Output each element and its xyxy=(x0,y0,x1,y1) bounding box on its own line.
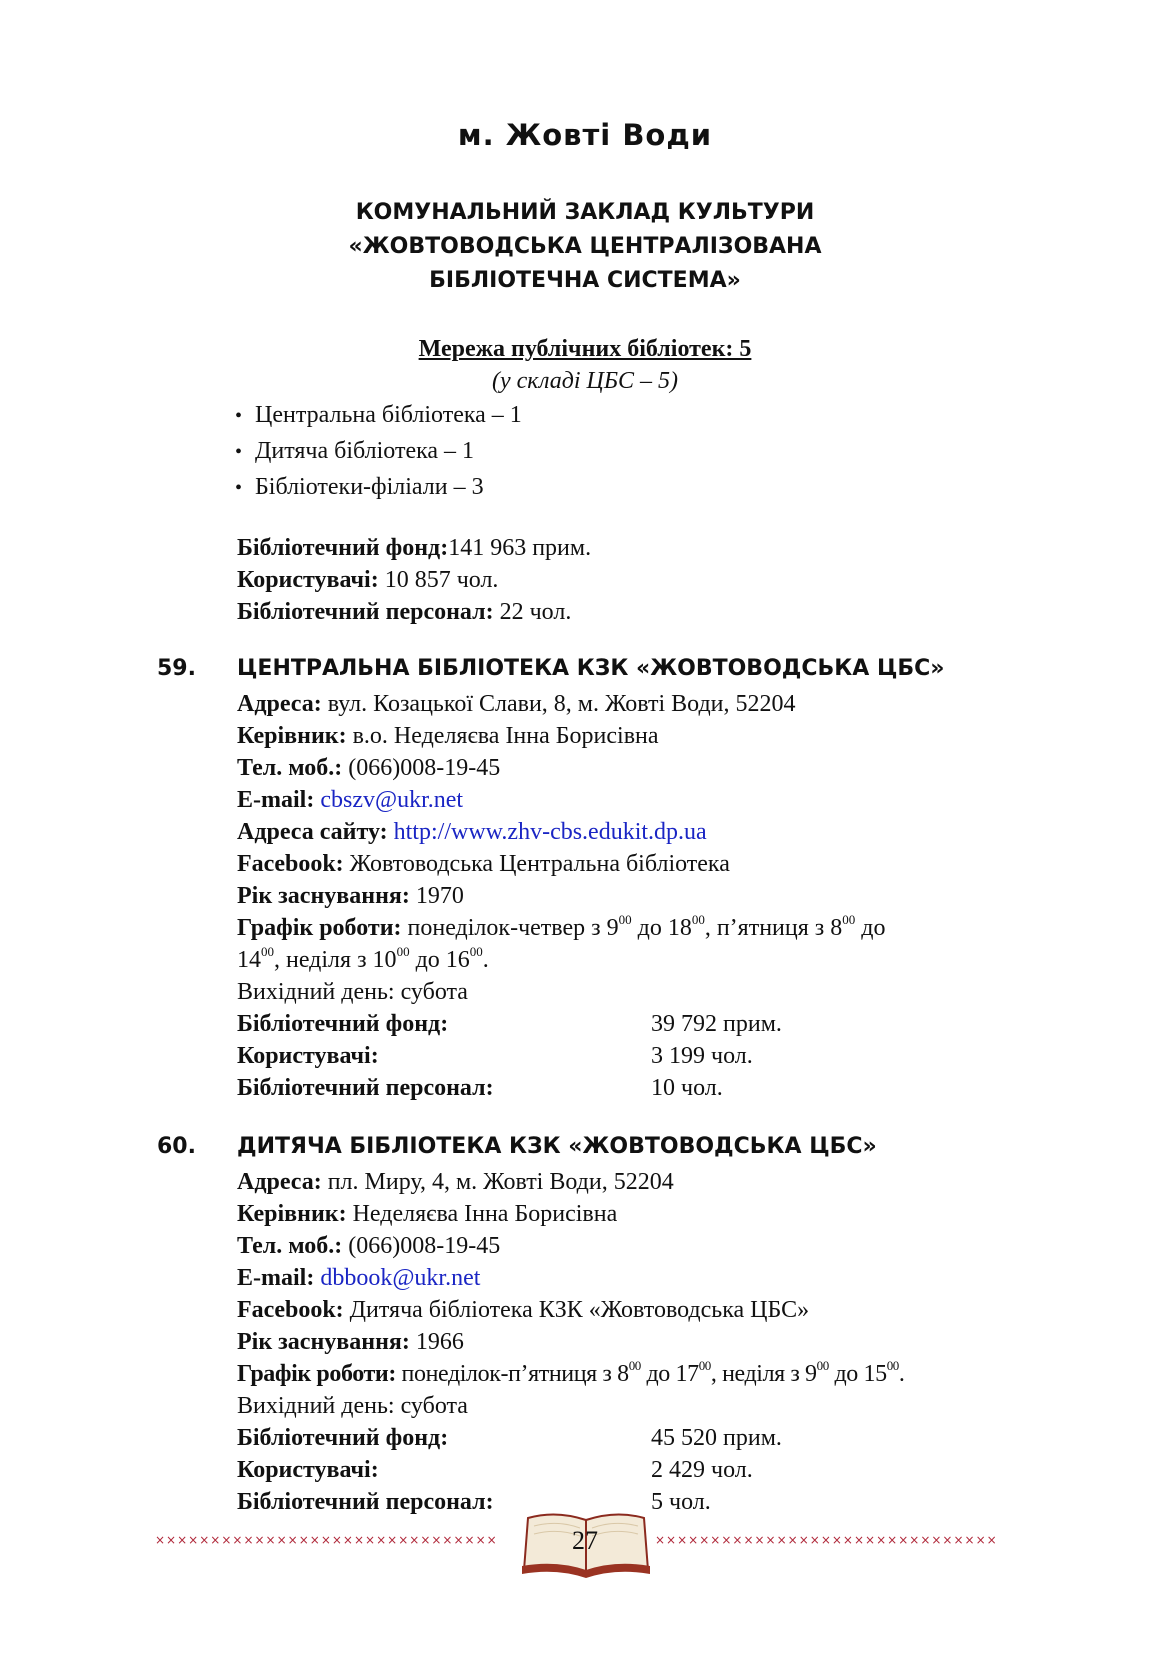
users-label: Користувачі: xyxy=(237,1043,379,1069)
email-link[interactable]: cbszv@ukr.net xyxy=(320,787,464,813)
entry-details xyxy=(237,1166,1037,1518)
address-value: вул. Козацької Слави, 8, м. Жовті Води, 52204 xyxy=(321,691,796,717)
entry-details: Адреса: вул. Козацької Слави, 8, м. Жовті Води, 52204 Керівник: в.о. Неделяєва Інна Борисівна Тел. моб.: (066)008-19-45 E-mail: cbszv@ukr.net Адреса сайту: http://www.zhv-cbs.edukit.dp.ua Facebook: Жовтоводська Центральна бібліотека Рік заснування: 1970 Графік роботи: понеділок-четвер з $9^{00}$ до $18^{00}$, п’ятниця з $8^{00}$ до $14^{00}$, неділя з $10^{00}$ до $16^{00}$. Вихідний день: субота Бібліотечний фонд: 39 792 прим. Користувачі: 3 199 чол. Бібліотечний персонал: 10 чол. xyxy=(237,688,1037,1104)
year-value: 1966 xyxy=(409,1329,464,1355)
year-label: Рік заснування: xyxy=(237,883,410,909)
users-value: 2 429 чол. xyxy=(651,1457,753,1483)
fund-label: Бібліотечний фонд: xyxy=(237,1425,449,1451)
schedule: Графік роботи: понеділок-четвер з $9^{00}$ до $18^{00}$, п’ятниця з $8^{00}$ до xyxy=(237,912,886,941)
email-link[interactable]: dbbook@ukr.net xyxy=(320,1265,481,1291)
address-value: пл. Миру, 4, м. Жовті Води, 52204 xyxy=(321,1169,674,1195)
network-title: Мережа публічних бібліотек: 5 xyxy=(418,336,752,362)
footer-ornament-left: ××××××××××××××××××××××××××××××× xyxy=(155,1533,498,1547)
entry-number: 59. xyxy=(157,656,196,681)
footer-ornament-right: ××××××××××××××××××××××××××××××× xyxy=(655,1533,998,1547)
entry-title: ДИТЯЧА БІБЛІОТЕКА КЗК «ЖОВТОВОДСЬКА ЦБС» xyxy=(237,1134,877,1159)
facebook-label: Facebook: xyxy=(237,1297,344,1323)
facebook-value: Дитяча бібліотека КЗК «Жовтоводська ЦБС» xyxy=(343,1297,810,1323)
phone-label: Тел. моб.: xyxy=(237,1233,343,1259)
head-value: в.о. Неделяєва Інна Борисівна xyxy=(346,723,659,749)
year-label: Рік заснування: xyxy=(237,1329,410,1355)
staff-value: 22 чол. xyxy=(493,599,572,625)
address-label: Адреса: xyxy=(237,691,322,717)
list-item: • Бібліотеки-філіали – 3 xyxy=(235,470,522,506)
users-label: Користувачі: xyxy=(237,567,379,593)
fund-label: Бібліотечний фонд: xyxy=(237,535,449,561)
staff-label: Бібліотечний персонал: xyxy=(237,1075,494,1101)
facebook-label: Facebook: xyxy=(237,851,344,877)
year-value: 1970 xyxy=(409,883,464,909)
fund-value: 39 792 прим. xyxy=(651,1011,782,1037)
email-label: E-mail: xyxy=(237,1265,315,1291)
network-subtitle: (у складі ЦБС – 5) xyxy=(491,368,679,394)
list-item: • Дитяча бібліотека – 1 xyxy=(235,434,522,470)
head-value: Неделяєва Інна Борисівна xyxy=(346,1201,618,1227)
address-label: Адреса: xyxy=(237,1169,322,1195)
users-value: 10 857 чол. xyxy=(378,567,499,593)
email-label: E-mail: xyxy=(237,787,315,813)
head-label: Керівник: xyxy=(237,1201,347,1227)
site-link[interactable]: http://www.zhv-cbs.edukit.dp.ua xyxy=(393,819,707,845)
org-line-1: КОМУНАЛЬНИЙ ЗАКЛАД КУЛЬТУРИ xyxy=(355,200,815,225)
site-label: Адреса сайту: xyxy=(237,819,388,845)
phone-value: (066)008-19-45 xyxy=(342,755,501,781)
network-list xyxy=(235,398,522,506)
schedule-label: Графік роботи: xyxy=(237,915,402,941)
system-totals xyxy=(237,532,591,628)
entry-title: ЦЕНТРАЛЬНА БІБЛІОТЕКА КЗК «ЖОВТОВОДСЬКА ЦБС» xyxy=(237,656,945,681)
staff-value: 10 чол. xyxy=(651,1075,723,1101)
org-line-3: БІБЛІОТЕЧНА СИСТЕМА» xyxy=(429,268,741,293)
list-item: • Центральна бібліотека – 1 xyxy=(235,398,522,434)
city-heading: м. Жовті Води xyxy=(457,118,713,152)
head-label: Керівник: xyxy=(237,723,347,749)
entry-number: 60. xyxy=(157,1134,196,1159)
fund-label: Бібліотечний фонд: xyxy=(237,1011,449,1037)
phone-value: (066)008-19-45 xyxy=(342,1233,501,1259)
users-label: Користувачі: xyxy=(237,1457,379,1483)
day-off: Вихідний день: субота xyxy=(237,979,468,1005)
users-value: 3 199 чол. xyxy=(651,1043,753,1069)
staff-label: Бібліотечний персонал: xyxy=(237,1489,494,1515)
org-line-2: «ЖОВТОВОДСЬКА ЦЕНТРАЛІЗОВАНА xyxy=(348,234,822,259)
fund-value: 45 520 прим. xyxy=(651,1425,782,1451)
schedule-label: Графік роботи: xyxy=(237,1361,396,1387)
fund-value: 141 963 прим. xyxy=(448,535,592,561)
facebook-value: Жовтоводська Центральна бібліотека xyxy=(343,851,730,877)
day-off: Вихідний день: субота xyxy=(237,1393,468,1419)
staff-label: Бібліотечний персонал: xyxy=(237,599,494,625)
organization-title xyxy=(0,196,1170,298)
staff-value: 5 чол. xyxy=(651,1489,711,1515)
phone-label: Тел. моб.: xyxy=(237,755,343,781)
schedule: Графік роботи: понеділок-п’ятниця з $8^{00}$ до $17^{00}$, неділя з $9^{00}$ до $15^{00}$. xyxy=(237,1358,905,1387)
page-number: 27 xyxy=(572,1526,598,1555)
